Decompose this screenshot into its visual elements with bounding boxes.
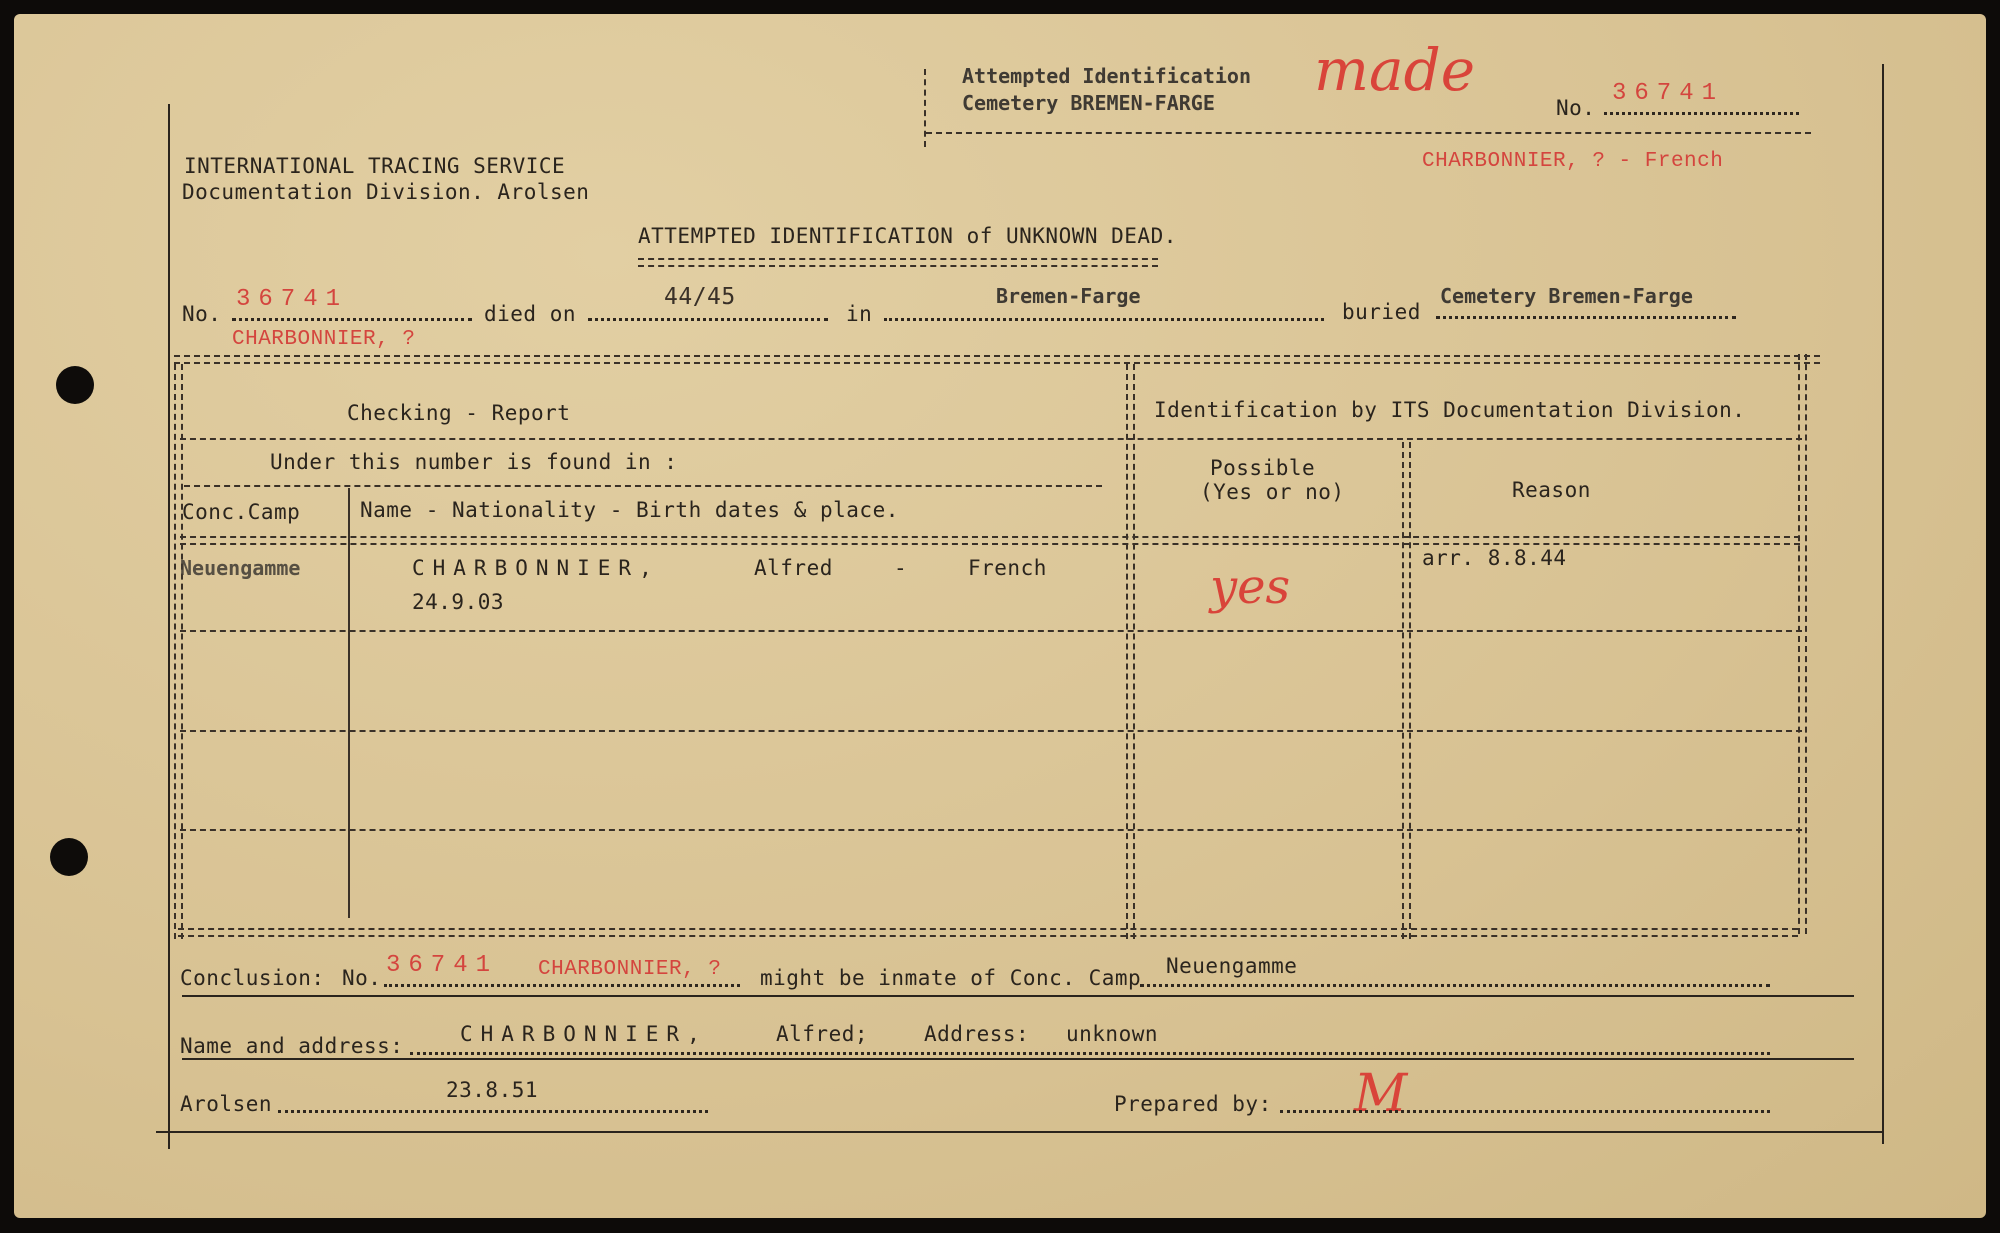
buried-value: Cemetery Bremen-Farge (1440, 284, 1693, 308)
conclusion-text: might be inmate of Conc. Camp (760, 966, 1142, 990)
row-camp: Neuengamme (180, 556, 301, 580)
died-on-dots (588, 318, 828, 321)
top-number-dots (1604, 112, 1799, 115)
record-name: CHARBONNIER, ? (232, 328, 416, 351)
identification-header: Identification by ITS Documentation Division. (1154, 398, 1746, 422)
died-on-label: died on (484, 302, 577, 326)
col-camp-header: Conc.Camp (182, 500, 301, 524)
document-card (14, 14, 1986, 1218)
table-top-border (174, 355, 1820, 364)
record-number-dots (232, 318, 472, 321)
top-card-number: 36741 (1612, 80, 1725, 107)
table-right-border (1798, 354, 1807, 934)
prepared-by-label: Prepared by: (1114, 1092, 1272, 1116)
conclusion-rule (182, 995, 1854, 997)
handwritten-made: made (1314, 36, 1476, 104)
row-divider-1 (180, 630, 1802, 632)
row-given-name: Alfred (754, 556, 833, 580)
org-line-2: Documentation Division. Arolsen (182, 180, 590, 204)
col-reason-header: Reason (1512, 478, 1591, 502)
row-divider-3 (180, 829, 1802, 831)
col-possible-header-1: Possible (1210, 456, 1316, 480)
name-address-dots (410, 1052, 1770, 1055)
name-address-surname: CHARBONNIER, (460, 1022, 708, 1046)
under-number-line (184, 485, 1102, 487)
table-col-divider-camp (348, 488, 350, 918)
table-left-border (174, 364, 183, 939)
place-dots (884, 318, 1324, 321)
col-name-header: Name - Nationality - Birth dates & place. (360, 498, 899, 522)
row-birth: 24.9.03 (412, 590, 505, 614)
conclusion-camp-dots (1140, 984, 1770, 987)
buried-dots (1436, 316, 1736, 319)
record-number: 36741 (236, 286, 349, 313)
place-label: in (846, 302, 873, 326)
died-on-value: 44/45 (664, 284, 736, 310)
prepared-by-dots (1280, 1110, 1770, 1113)
top-number-label: No. (1556, 96, 1596, 120)
table-columns-border (180, 536, 1800, 545)
buried-label: buried (1342, 300, 1421, 324)
row-surname: CHARBONNIER, (412, 556, 660, 580)
stamp-box-bottom (926, 132, 1811, 134)
stamp-line-1: Attempted Identification (962, 64, 1251, 88)
frame-left (168, 104, 170, 1149)
table-col-divider-reason (1402, 442, 1411, 939)
frame-right (1882, 64, 1884, 1144)
table-bottom-border (178, 928, 1798, 937)
conclusion-no-label: No. (342, 966, 382, 990)
name-address-rule (182, 1058, 1854, 1060)
address-label: Address: (924, 1022, 1030, 1046)
title-underline (638, 258, 1158, 267)
row-divider-2 (180, 730, 1802, 732)
address-value: unknown (1066, 1022, 1159, 1046)
row-dash: - (894, 556, 908, 580)
name-address-given: Alfred; (776, 1022, 869, 1046)
punch-hole-bottom (50, 838, 88, 876)
row-possible-yes: yes (1210, 559, 1291, 615)
row-nationality: French (968, 556, 1047, 580)
document-title: ATTEMPTED IDENTIFICATION of UNKNOWN DEAD. (638, 224, 1177, 248)
table-col-divider-main (1126, 364, 1135, 939)
stamp-box-left (924, 69, 926, 147)
footer-date: 23.8.51 (446, 1078, 539, 1102)
footer-date-dots (278, 1110, 708, 1113)
stamp-line-2: Cemetery BREMEN-FARGE (962, 91, 1215, 115)
table-header-divider (180, 438, 1802, 440)
frame-bottom (156, 1131, 1884, 1133)
prepared-by-initials: M (1354, 1064, 1408, 1124)
name-address-label: Name and address: (180, 1034, 404, 1058)
conclusion-label: Conclusion: (180, 966, 325, 990)
subject-summary: CHARBONNIER, ? - French (1422, 150, 1724, 173)
place-value: Bremen-Farge (996, 284, 1141, 308)
footer-place: Arolsen (180, 1092, 273, 1116)
conclusion-dots (384, 984, 740, 987)
conclusion-camp: Neuengamme (1166, 954, 1298, 978)
record-no-label: No. (182, 302, 222, 326)
row-reason: arr. 8.8.44 (1422, 546, 1567, 570)
col-possible-header-2: (Yes or no) (1200, 480, 1345, 504)
checking-report-header: Checking - Report (347, 401, 571, 425)
conclusion-number: 36741 (386, 952, 499, 979)
under-number-text: Under this number is found in : (270, 450, 678, 474)
org-line-1: INTERNATIONAL TRACING SERVICE (184, 154, 566, 178)
conclusion-name: CHARBONNIER, ? (538, 958, 722, 981)
punch-hole-top (56, 366, 94, 404)
